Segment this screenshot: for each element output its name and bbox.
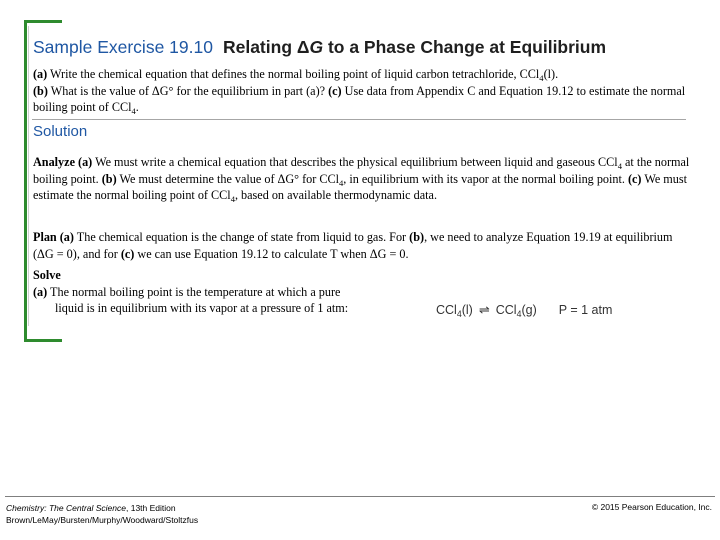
question-text: (l).	[543, 67, 559, 81]
question-text: .	[135, 100, 139, 114]
footer-book-line	[6, 502, 198, 514]
analyze-text: , in equilibrium with its vapor at the normal boiling point.	[343, 171, 628, 186]
subscript: 4	[617, 161, 622, 171]
footer-citation	[6, 502, 198, 526]
subscript: 4	[131, 106, 136, 116]
solve-line-1	[33, 284, 693, 301]
analyze-block	[33, 154, 693, 204]
equation-product: CCl	[495, 303, 517, 317]
analyze-paragraph	[33, 154, 693, 204]
question-paragraph	[33, 66, 693, 116]
subscript: 4	[516, 309, 522, 319]
question-text: What is the value of ΔG° for the equilibrium in part (a)?	[47, 83, 329, 98]
phase-equilibrium-equation	[436, 302, 612, 318]
frame-bottom-accent	[24, 339, 62, 342]
subscript: 4	[230, 194, 235, 204]
equation-reactant: CCl	[436, 303, 457, 317]
part-a-tag: (a)	[59, 230, 74, 244]
part-c-tag: (c)	[328, 83, 342, 98]
analyze-text: at the normal boiling point.	[33, 155, 690, 186]
analyze-label: Analyze	[33, 155, 75, 169]
exercise-label: Sample Exercise 19.10	[33, 37, 213, 57]
plan-text: The chemical equation is the change of state from liquid to gas. For	[73, 230, 410, 244]
frame-left-accent	[24, 20, 27, 342]
question-block	[33, 66, 693, 116]
subscript: 4	[539, 73, 544, 83]
title-part: to a Phase Change at Equilibrium	[323, 37, 607, 57]
plan-block	[33, 229, 693, 262]
part-b-tag: (b)	[409, 230, 425, 244]
subscript: 4	[456, 309, 462, 319]
question-text: Use data from Appendix C and Equation 19.12 to estimate the normal boiling point of CCl	[33, 83, 686, 114]
solution-heading: Solution	[33, 123, 88, 140]
part-a-tag: (a)	[33, 67, 48, 81]
title-part: Relating Δ	[222, 37, 310, 57]
part-c-tag: (c)	[627, 171, 642, 186]
frame-inner-line	[28, 26, 29, 326]
book-title: Chemistry: The Central Science	[6, 503, 126, 513]
part-a-tag: (a)	[78, 155, 93, 169]
equation-state: (l)	[461, 303, 473, 317]
equation-pressure: P = 1 atm	[558, 303, 613, 317]
plan-paragraph	[33, 229, 693, 262]
part-a-tag: (a)	[33, 284, 48, 299]
book-authors: Brown/LeMay/Bursten/Murphy/Woodward/Stoltzfus	[6, 515, 199, 525]
solve-heading	[33, 267, 693, 284]
equation-state: (g)	[521, 303, 537, 317]
analyze-text: We must estimate the normal boiling point of CCl	[33, 171, 688, 202]
section-divider	[32, 119, 686, 120]
solve-text: The normal boiling point is the temperature at which a pure	[47, 284, 341, 299]
plan-label: Plan	[33, 230, 57, 244]
footer-copyright: © 2015 Pearson Education, Inc.	[591, 502, 712, 512]
frame-top-accent	[24, 20, 62, 23]
analyze-text: We must write a chemical equation that describes the physical equilibrium between liquid and gaseous CCl	[92, 155, 618, 169]
solve-label: Solve	[33, 268, 61, 282]
analyze-text: We must determine the value of ΔG° for CCl	[116, 171, 340, 186]
solve-line-2: liquid is in equilibrium with its vapor at a pressure of 1 atm:	[55, 301, 349, 315]
part-c-tag: (c)	[120, 246, 135, 261]
equilibrium-arrow-icon: ⇌	[478, 302, 490, 317]
book-edition: , 13th Edition	[126, 503, 176, 513]
analyze-text: , based on available thermodynamic data.	[234, 188, 437, 202]
slide-title	[33, 37, 606, 58]
part-b-tag: (b)	[101, 171, 117, 186]
question-text: Write the chemical equation that defines the normal boiling point of liquid carbon tetrachloride, CCl	[47, 67, 540, 81]
plan-text: we can use Equation 19.12 to calculate T when ΔG = 0.	[134, 246, 409, 261]
footer-divider	[5, 496, 715, 497]
exercise-title	[223, 37, 606, 57]
part-b-tag: (b)	[33, 83, 48, 98]
plan-text: , we need to analyze Equation 19.19 at equilibrium (ΔG = 0), and for	[33, 230, 673, 261]
title-variable: G	[309, 37, 324, 57]
subscript: 4	[339, 177, 344, 188]
